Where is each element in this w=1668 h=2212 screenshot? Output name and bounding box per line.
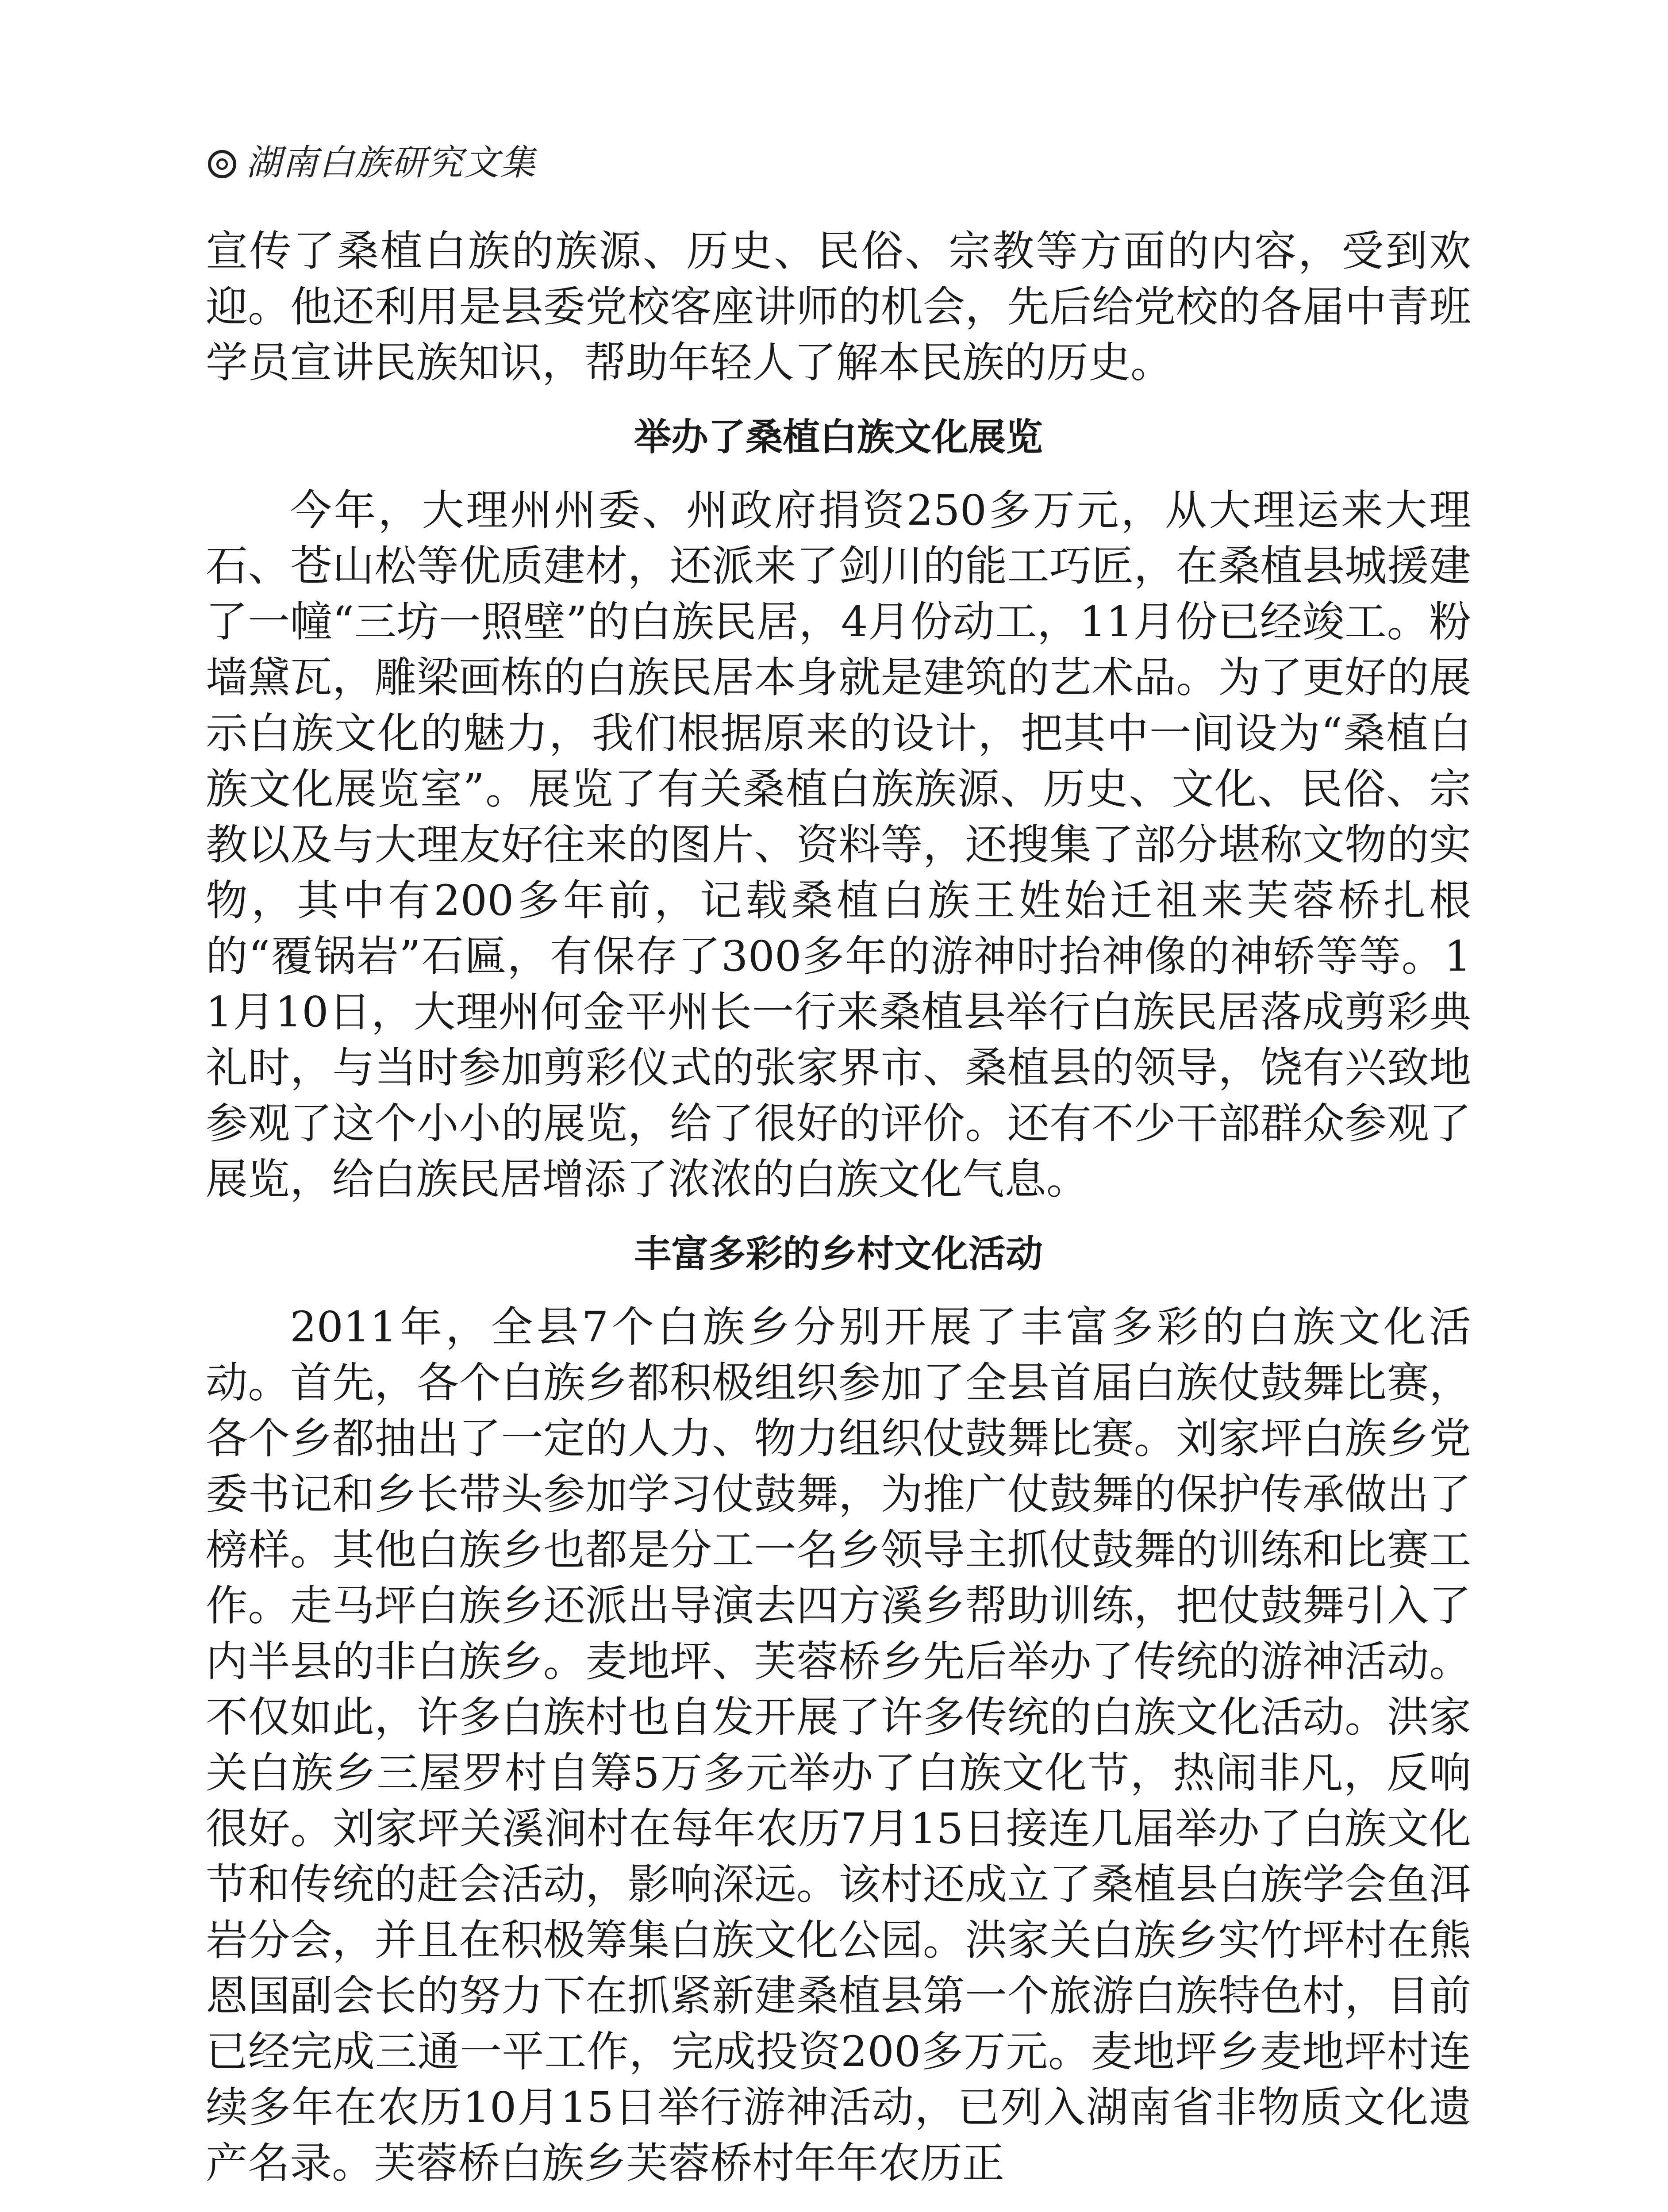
section-body-exhibition: 今年，大理州州委、州政府捐资250多万元，从大理运来大理石、苍山松等优质建材，还派来了剑川的能工巧匠，在桑植县城援建了一幢“三坊一照壁”的白族民居，4月份动工，11月份已经竣工。粉墙黛瓦，雕梁画栋的白族民居本身就是建筑的艺术品。为了更好的展示白族文化的魅力，我们根据原来的设计，把其中一间设为“桑植白族文化展览室”。展览了有关桑植白族族源、历史、文化、民俗、宗教以及与大理友好往来的图片、资料等，还搜集了部分堪称文物的实物，其中有200多年前，记载桑植白族王姓始迁祖来芙蓉桥扎根的“覆锅岩”石匾，有保存了300多年的游神时抬神像的神轿等等。11月10日，大理州何金平州长一行来桑植县举行白族民居落成剪彩典礼时，与当时参加剪彩仪式的张家界市、桑植县的领导，饶有兴致地参观了这个小小的展览，给了很好的评价。还有不少干部群众参观了展览，给白族民居增添了浓浓的白族文化气息。 <box>206 486 1471 1204</box>
intro-paragraph: 宣传了桑植白族的族源、历史、民俗、宗教等方面的内容，受到欢迎。他还利用是县委党校客座讲师的机会，先后给党校的各届中青班学员宣讲民族知识，帮助年轻人了解本民族的历史。 <box>206 227 1471 387</box>
circle-bullet-icon <box>208 150 236 178</box>
page-body <box>206 223 1471 2191</box>
section-body-village-activities: 2011年，全县7个白族乡分别开展了丰富多彩的白族文化活动。首先，各个白族乡都积极组织参加了全县首届白族仗鼓舞比赛，各个乡都抽出了一定的人力、物力组织仗鼓舞比赛。刘家坪白族乡党委书记和乡长带头参加学习仗鼓舞，为推广仗鼓舞的保护传承做出了榜样。其他白族乡也都是分工一名乡领导主抓仗鼓舞的训练和比赛工作。走马坪白族乡还派出导演去四方溪乡帮助训练，把仗鼓舞引入了内半县的非白族乡。麦地坪、芙蓉桥乡先后举办了传统的游神活动。不仅如此，许多白族村也自发开展了许多传统的白族文化活动。洪家关白族乡三屋罗村自筹5万多元举办了白族文化节，热闹非凡，反响很好。刘家坪关溪涧村在每年农历7月15日接连几届举办了白族文化节和传统的赶会活动，影响深远。该村还成立了桑植县白族学会鱼洱岩分会，并且在积极筹集白族文化公园。洪家关白族乡实竹坪村在熊恩国副会长的努力下在抓紧新建桑植县第一个旅游白族特色村，目前已经完成三通一平工作，完成投资200多万元。麦地坪乡麦地坪村连续多年在农历10月15日举行游神活动，已列入湖南省非物质文化遗产名录。芙蓉桥白族乡芙蓉桥村年年农历正 <box>206 1303 1471 2188</box>
section-title-exhibition: 举办了桑植白族文化展览 <box>634 415 1043 459</box>
book-title: 湖南白族研究文集 <box>246 142 536 183</box>
running-header <box>208 141 536 185</box>
section-title-village-activities: 丰富多彩的乡村文化活动 <box>634 1232 1043 1275</box>
